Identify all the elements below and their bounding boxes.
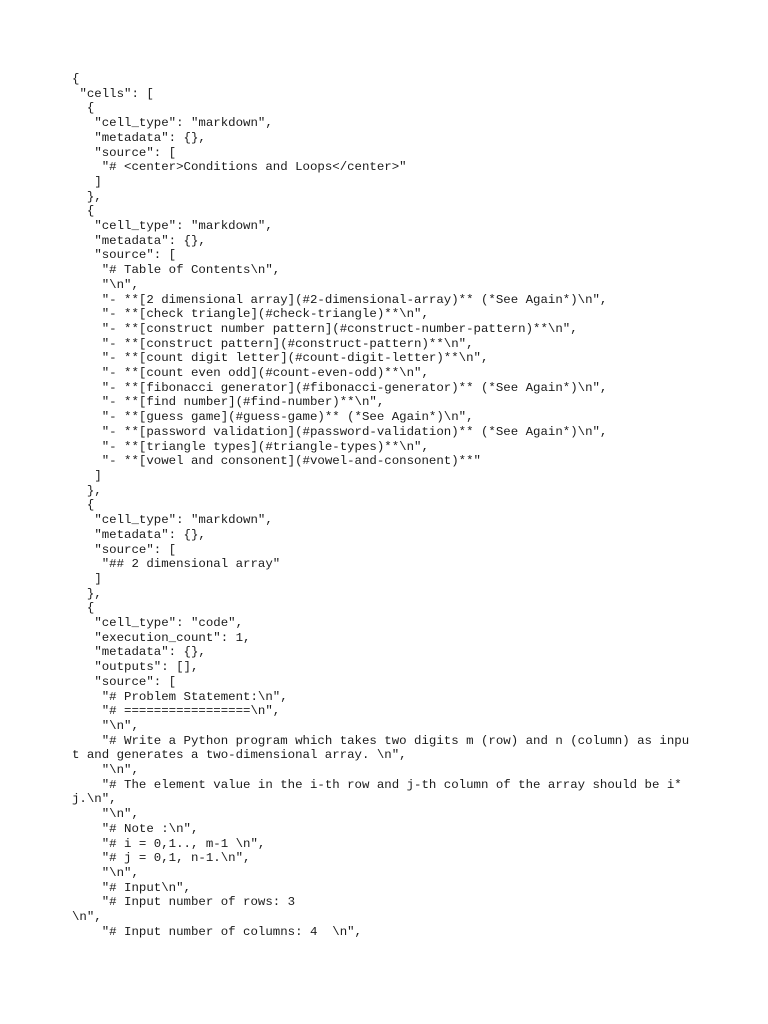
code-line: "# Table of Contents\n",: [72, 263, 281, 278]
code-line: "- **[construct number pattern](#construct-number-pattern)**\n",: [72, 321, 578, 336]
code-line: "- **[count even odd](#count-even-odd)**\n",: [72, 366, 429, 381]
code-line: "- **[vowel and consonent](#vowel-and-consonent)**": [72, 454, 481, 469]
code-line: "- **[2 dimensional array](#2-dimensional-array)** (*See Again*)\n",: [72, 292, 608, 307]
code-line: },: [72, 189, 102, 204]
code-line: "- **[guess game](#guess-game)** (*See Again*)\n",: [72, 410, 474, 425]
code-line: {: [72, 204, 95, 219]
code-line: "cells": [: [72, 86, 154, 101]
code-line: },: [72, 586, 102, 601]
code-line: "metadata": {},: [72, 130, 206, 145]
code-line: "# Input\n",: [72, 880, 191, 895]
code-line: "# Note :\n",: [72, 821, 199, 836]
code-line: {: [72, 601, 95, 616]
code-line: "source": [: [72, 248, 177, 263]
code-line: "\n",: [72, 277, 139, 292]
code-line: "# Problem Statement:\n",: [72, 689, 288, 704]
code-line: "\n",: [72, 865, 139, 880]
code-line: {: [72, 72, 80, 86]
code-line: "## 2 dimensional array": [72, 557, 281, 572]
code-line: "- **[find number](#find-number)**\n",: [72, 395, 385, 410]
code-line: "- **[fibonacci generator](#fibonacci-generator)** (*See Again*)\n",: [72, 380, 608, 395]
code-line: "cell_type": "code",: [72, 616, 244, 631]
code-line: "cell_type": "markdown",: [72, 219, 273, 234]
code-line: "\n",: [72, 807, 139, 822]
code-line: "metadata": {},: [72, 233, 206, 248]
code-line: "# =================\n",: [72, 704, 281, 719]
code-line: "# Write a Python program which takes two digits m (row) and n (column) as input and generates a two-dimensional array. \n",: [72, 733, 690, 763]
code-line: "# The element value in the i-th row and j-th column of the array should be i*j.\n",: [72, 777, 682, 807]
code-line: "outputs": [],: [72, 660, 199, 675]
code-line: {: [72, 101, 95, 116]
code-line: "metadata": {},: [72, 527, 206, 542]
code-line: },: [72, 483, 102, 498]
code-line: "- **[triangle types](#triangle-types)**\n",: [72, 439, 429, 454]
code-line: "- **[check triangle](#check-triangle)**\n",: [72, 307, 429, 322]
code-line: "- **[password validation](#password-validation)** (*See Again*)\n",: [72, 424, 608, 439]
code-line: "\n",: [72, 763, 139, 778]
code-line: "# Input number of columns: 4 \n",: [72, 924, 362, 939]
notebook-json-text: [72, 72, 692, 939]
code-line: "cell_type": "markdown",: [72, 116, 273, 131]
code-line: "metadata": {},: [72, 645, 206, 660]
code-line: "\n",: [72, 718, 139, 733]
code-line: "cell_type": "markdown",: [72, 513, 273, 528]
code-line: "# Input number of rows: 3 \n",: [72, 895, 296, 925]
code-line: ]: [72, 571, 102, 586]
code-line: "source": [: [72, 674, 177, 689]
code-line: {: [72, 498, 95, 513]
code-line: ]: [72, 174, 102, 189]
code-line: ]: [72, 468, 102, 483]
code-line: "- **[count digit letter](#count-digit-letter)**\n",: [72, 351, 489, 366]
code-line: "# j = 0,1, n-1.\n",: [72, 851, 251, 866]
code-line: "# i = 0,1.., m-1 \n",: [72, 836, 266, 851]
code-line: "execution_count": 1,: [72, 630, 251, 645]
code-line: "source": [: [72, 145, 177, 160]
code-line: "# <center>Conditions and Loops</center>": [72, 160, 407, 175]
code-line: "- **[construct pattern](#construct-pattern)**\n",: [72, 336, 474, 351]
code-line: "source": [: [72, 542, 177, 557]
